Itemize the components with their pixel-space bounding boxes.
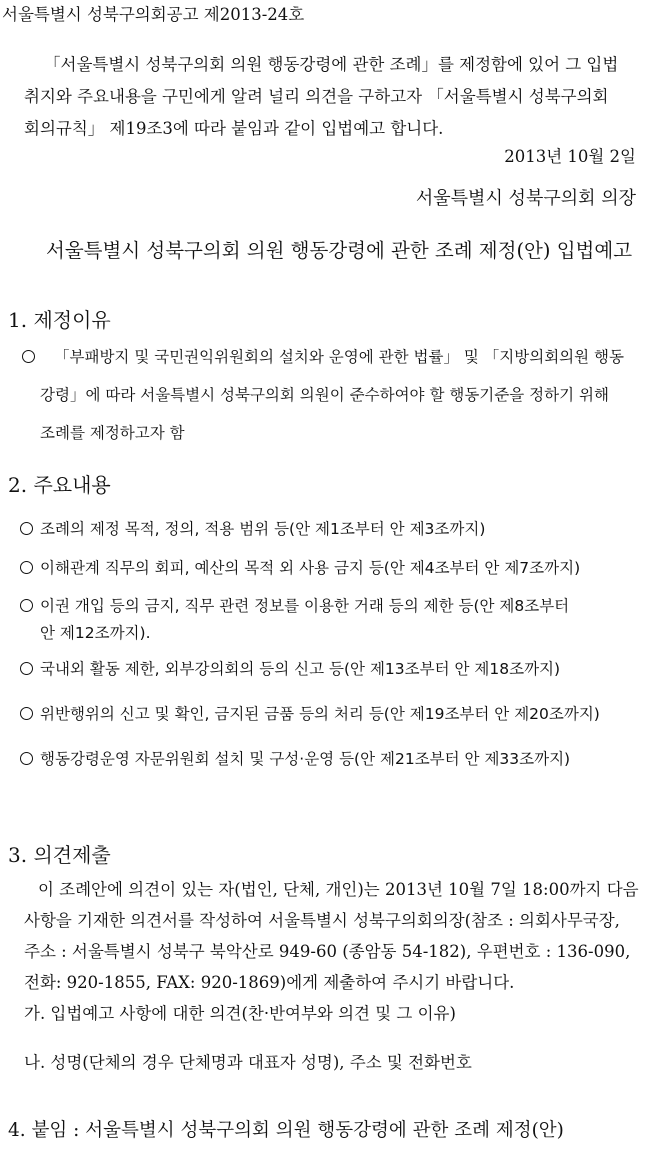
section-1-line-2: 강령」에 따라 서울특별시 성북구의회 의원이 준수하여야 할 행동기준을 정하기 위해 — [40, 386, 609, 404]
bullet-circle-icon — [20, 522, 33, 535]
section-3-item-ga: 가. 입법예고 사항에 대한 의견(찬·반여부와 의견 및 그 이유) — [24, 1004, 456, 1023]
document-title: 서울특별시 성북구의회 의원 행동강령에 관한 조례 제정(안) 입법예고 — [46, 239, 633, 262]
section-2-item-3-cont: 안 제12조까지). — [40, 624, 151, 642]
section-4-heading: 4. 붙임 : 서울특별시 성북구의회 의원 행동강령에 관한 조례 제정(안) — [8, 1120, 564, 1141]
section-2-item-6: 행동강령운영 자문위원회 설치 및 구성·운영 등(안 제21조부터 안 제33조까지) — [40, 750, 571, 768]
section-3-line-1: 이 조례안에 의견이 있는 자(법인, 단체, 개인)는 2013년 10월 7일 18:00까지 다음 — [38, 880, 639, 899]
intro-line-1: 「서울특별시 성북구의회 의원 행동강령에 관한 조례」를 제정함에 있어 그 입법 — [44, 55, 619, 74]
bullet-circle-icon — [20, 662, 33, 675]
bullet-circle-icon — [20, 599, 33, 612]
notice-date: 2013년 10월 2일 — [504, 147, 636, 166]
bullet-circle-icon — [20, 752, 33, 765]
issuer: 서울특별시 성북구의회 의장 — [415, 188, 636, 209]
section-3-line-3: 주소 : 서울특별시 성북구 북악산로 949-60 (종암동 54-182), 우편번호 : 136-090, — [24, 942, 631, 961]
section-1-line-1: 「부패방지 및 국민권익위원회의 설치와 운영에 관한 법률」 및 「지방의회의원 행동 — [54, 348, 624, 366]
section-3-heading: 3. 의견제출 — [8, 843, 111, 867]
section-2-item-2: 이해관계 직무의 회피, 예산의 목적 외 사용 금지 등(안 제4조부터 안 제7조까지) — [40, 559, 581, 577]
section-3-line-4: 전화: 920-1855, FAX: 920-1869)에게 제출하여 주시기 바랍니다. — [24, 973, 515, 992]
bullet-circle-icon — [22, 350, 35, 363]
section-2-item-4: 국내외 활동 제한, 외부강의회의 등의 신고 등(안 제13조부터 안 제18조까지) — [40, 660, 561, 678]
section-1-heading: 1. 제정이유 — [8, 308, 111, 332]
section-3-line-2: 사항을 기재한 의견서를 작성하여 서울특별시 성북구의회의장(참조 : 의회사무국장, — [24, 911, 620, 930]
section-2-item-3: 이권 개입 등의 금지, 직무 관련 정보를 이용한 거래 등의 제한 등(안 제8조부터 — [40, 597, 570, 615]
section-3-item-na: 나. 성명(단체의 경우 단체명과 대표자 성명), 주소 및 전화번호 — [24, 1053, 472, 1072]
section-1-line-3: 조례를 제정하고자 함 — [40, 424, 185, 442]
intro-line-3: 회의규칙」 제19조3에 따라 붙임과 같이 입법예고 합니다. — [24, 119, 444, 138]
bullet-circle-icon — [20, 707, 33, 720]
intro-line-2: 취지와 주요내용을 구민에게 알려 널리 의견을 구하고자 「서울특별시 성북구의회 — [24, 87, 609, 106]
section-2-heading: 2. 주요내용 — [8, 473, 111, 497]
section-2-item-1: 조례의 제정 목적, 정의, 적용 범위 등(안 제1조부터 안 제3조까지) — [40, 520, 486, 538]
notice-number: 서울특별시 성북구의회공고 제2013-24호 — [2, 5, 305, 24]
section-2-item-5: 위반행위의 신고 및 확인, 금지된 금품 등의 처리 등(안 제19조부터 안 제20조까지) — [40, 705, 600, 723]
bullet-circle-icon — [20, 561, 33, 574]
